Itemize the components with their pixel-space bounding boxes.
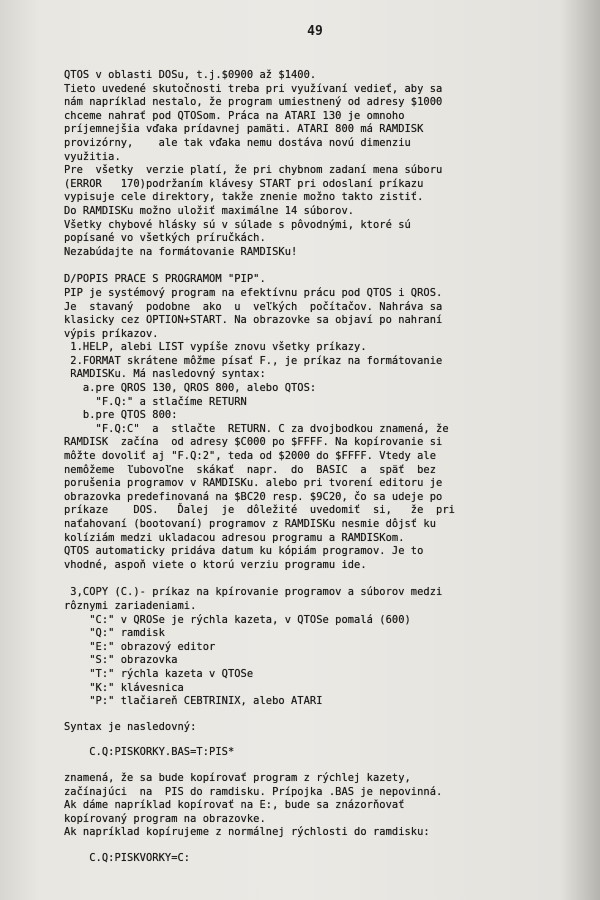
text-line: nám napríklad nestalo, že program umiestnený od adresy $1000: [64, 96, 443, 109]
text-line: využitia.: [64, 150, 121, 163]
text-line: a.pre QROS 130, QROS 800, alebo QTOS:: [64, 382, 317, 395]
device-list-item: "Q:" ramdisk: [64, 627, 165, 640]
paragraph-copy-explanation: [64, 772, 566, 840]
text-line: Nezabúdajte na formátovanie RAMDISKu!: [64, 245, 298, 258]
text-line: 2.FORMAT skrátene môžme písať F., je príkaz na formátovanie: [64, 354, 443, 367]
text-line: vhodné, aspoň viete o ktorú verziu programu ide.: [64, 558, 367, 571]
text-line: popísané vo všetkých príručkách.: [64, 232, 266, 245]
text-line: príjemnejšia vďaka prídavnej pamäti. ATARI 800 má RAMDISK: [64, 123, 424, 136]
text-line: príkaze DOS. Ďalej je dôležité uvedomiť si, že pri: [64, 504, 455, 517]
section-copy-command: [64, 586, 566, 708]
text-line: kopírovaný program na obrazovke.: [64, 812, 266, 825]
text-line: Ak napríklad kopírujeme z normálnej rýchlosti do ramdisku:: [64, 826, 430, 839]
text-line: "F.Q:C" a stlačte RETURN. C za dvojbodkou znamená, že: [64, 422, 449, 435]
text-line: Do RAMDISKu možno uložiť maximálne 14 súborov.: [64, 204, 355, 217]
text-line: QTOS v oblasti DOSu, t.j.$0900 až $1400.: [64, 69, 317, 81]
text-line: QTOS automaticky pridáva datum ku kópiám programov. Je to: [64, 545, 424, 558]
paragraph-qtos-memory: [64, 69, 566, 259]
text-line: znamená, že sa bude kopírovať program z rýchlej kazety,: [64, 771, 411, 784]
device-list-item: "E:" obrazový editor: [64, 640, 216, 653]
text-line: obrazovka predefinovaná na $BC20 resp. $9C20, čo sa udeje po: [64, 490, 443, 503]
section-pip-description: [64, 273, 566, 572]
text-line: b.pre QTOS 800:: [64, 409, 178, 422]
text-line: kolíziám medzi ukladacou adresou programu a RAMDISKom.: [64, 531, 405, 544]
text-line: chceme nahrať pod QTOSom. Práca na ATARI 130 je omnoho: [64, 109, 405, 122]
device-list-item: "T:" rýchla kazeta v QTOSe: [64, 667, 254, 680]
text-line: môžte dovoliť aj "F.Q:2", teda od $2000 do $FFFF. Vtedy ale: [64, 450, 437, 463]
text-line: Pre všetky verzie platí, že pri chybnom zadaní mena súboru: [64, 164, 443, 177]
final-example: C.Q:PISKVORKY=C:: [64, 851, 191, 864]
page-number: 49: [307, 24, 323, 39]
text-line: 1.HELP, alebi LIST vypíše znovu všetky príkazy.: [64, 341, 367, 354]
section-heading: D/POPIS PRACE S PROGRAMOM "PIP".: [64, 273, 266, 286]
text-line: klasicky cez OPTION+START. Na obrazovke sa objaví po nahraní: [64, 314, 443, 327]
syntax-label: Syntax je nasledovný:: [64, 720, 197, 733]
text-line: výpis príkazov.: [64, 327, 159, 340]
text-line: Tieto uvedené skutočnosti treba pri využívaní vedieť, aby sa: [64, 82, 443, 95]
text-line: (ERROR 170)podržaním klávesy START pri odoslaní príkazu: [64, 177, 424, 190]
text-line: Ak dáme napríklad kopírovať na E:, bude sa znázorňovať: [64, 799, 405, 812]
text-line: vypisuje cele direktory, takže znenie možno takto zistiť.: [64, 191, 424, 204]
text-line: Je stavaný podobne ako u veľkých počítačov. Nahráva sa: [64, 300, 443, 313]
text-line: nemôžeme ľubovoľne skákať napr. do BASIC a späť bez: [64, 463, 437, 476]
text-line: rôznymi zariadeniami.: [64, 599, 197, 612]
text-line: 3,COPY (C.)- príkaz na kpírovanie programov a súborov medzi: [64, 586, 443, 599]
syntax-example: C.Q:PISKORKY.BAS=T:PIS*: [64, 746, 235, 759]
text-line: naťahovaní (bootovaní) programov z RAMDISKu nesmie dôjsť ku: [64, 518, 437, 530]
text-line: začínajúci na PIS do ramdisku. Prípojka .BAS je nepovinná.: [64, 785, 443, 798]
text-line: Všetky chybové hlásky sú v súlade s pôvodnými, ktoré sú: [64, 218, 411, 231]
text-line: RAMDISK začína od adresy $C000 po $FFFF. Na kopírovanie si: [64, 436, 443, 449]
text-line: "F.Q:" a stlačíme RETURN: [64, 395, 247, 408]
text-line: PIP je systémový program na efektívnu prácu pod QTOS i QROS.: [64, 286, 443, 299]
device-list-item: "C:" v QROSe je rýchla kazeta, v QTOSe pomalá (600): [64, 613, 411, 626]
device-list-item: "K:" klávesnica: [64, 681, 184, 694]
text-line: provizórny, ale tak vďaka nemu dostáva novú dimenziu: [64, 136, 411, 149]
text-line: RAMDISKu. Má nasledovný syntax:: [64, 368, 266, 381]
device-list-item: "S:" obrazovka: [64, 654, 178, 667]
text-line: porušenia programov v RAMDISKu. alebo pri tvorení editoru je: [64, 477, 443, 490]
device-list-item: "P:" tlačiareň CEBTRINIX, alebo ATARI: [64, 695, 323, 708]
